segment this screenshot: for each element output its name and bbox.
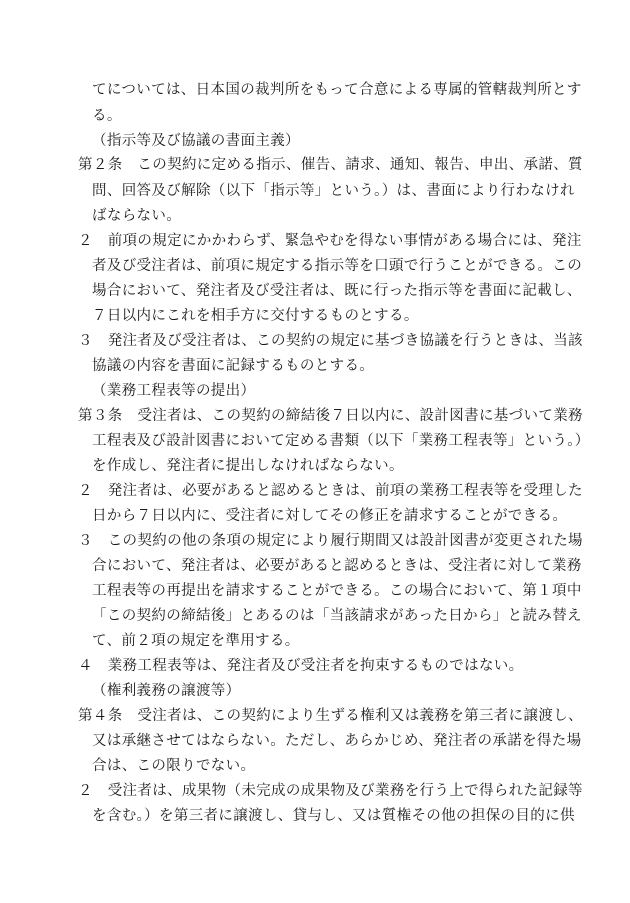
text-line: 又は承継させてはならない。ただし、あらかじめ、発注者の承諾を得た場 bbox=[92, 733, 582, 749]
section-heading: （指示等及び協議の書面主義） bbox=[92, 133, 300, 149]
text-line: 工程表等の再提出を請求することができる。この場合において、第１項中 bbox=[92, 583, 582, 599]
paragraph-3-line: ３ この契約の他の条項の規定により履行期間又は設計図書が変更された場 bbox=[78, 533, 583, 549]
text-line: を作成し、発注者に提出しなければならない。 bbox=[92, 458, 404, 474]
text-line: 者及び受注者は、前項に規定する指示等を口頭で行うことができる。この bbox=[92, 258, 583, 274]
paragraph-3-line: ３ 発注者及び受注者は、この契約の規定に基づき協議を行うときは、当該 bbox=[78, 333, 583, 349]
section-heading: （業務工程表等の提出） bbox=[92, 383, 256, 399]
text-line: ７日以内にこれを相手方に交付するものとする。 bbox=[92, 308, 419, 324]
text-line: を含む。）を第三者に譲渡し、貸与し、又は質権その他の担保の目的に供 bbox=[92, 808, 575, 824]
text-line: て、前２項の規定を準用する。 bbox=[92, 633, 300, 649]
text-line: 問、回答及び解除（以下「指示等」という。）は、書面により行わなけれ bbox=[92, 183, 575, 199]
text-line: る。 bbox=[92, 108, 122, 124]
paragraph-2-line: ２ 受注者は、成果物（未完成の成果物及び業務を行う上で得られた記録等 bbox=[78, 783, 583, 799]
text-line: 日から７日以内に、受注者に対してその修正を請求することができる。 bbox=[92, 508, 568, 524]
paragraph-2-line: ２ 前項の規定にかかわらず、緊急やむを得ない事情がある場合には、発注 bbox=[78, 233, 582, 249]
text-line: 協議の内容を書面に記録するものとする。 bbox=[92, 358, 375, 374]
text-line: 合において、発注者は、必要があると認めるときは、受注者に対して業務 bbox=[92, 558, 582, 574]
article-4-line: 第４条 受注者は、この契約により生ずる権利又は義務を第三者に譲渡し、 bbox=[78, 708, 583, 724]
paragraph-2-line: ２ 発注者は、必要があると認めるときは、前項の業務工程表等を受理した bbox=[78, 483, 583, 499]
text-line: 合は、この限りでない。 bbox=[92, 758, 256, 774]
article-3-line: 第３条 受注者は、この契約の締結後７日以内に、設計図書に基づいて業務 bbox=[78, 408, 583, 424]
article-2-line: 第２条 この契約に定める指示、催告、請求、通知、報告、申出、承諾、質 bbox=[78, 157, 583, 173]
section-heading: （権利義務の譲渡等） bbox=[92, 683, 241, 699]
text-line: ばならない。 bbox=[92, 208, 182, 224]
text-line: てについては、日本国の裁判所をもって合意による専属的管轄裁判所とす bbox=[92, 82, 582, 98]
text-line: 工程表及び設計図書において定める書類（以下「業務工程表等」という。） bbox=[92, 433, 590, 449]
text-line: 「この契約の締結後」とあるのは「当該請求があった日から」と読み替え bbox=[92, 608, 582, 624]
text-line: 場合において、発注者及び受注者は、既に行った指示等を書面に記載し、 bbox=[92, 283, 582, 299]
paragraph-4-line: ４ 業務工程表等は、発注者及び受注者を拘束するものではない。 bbox=[78, 658, 524, 674]
